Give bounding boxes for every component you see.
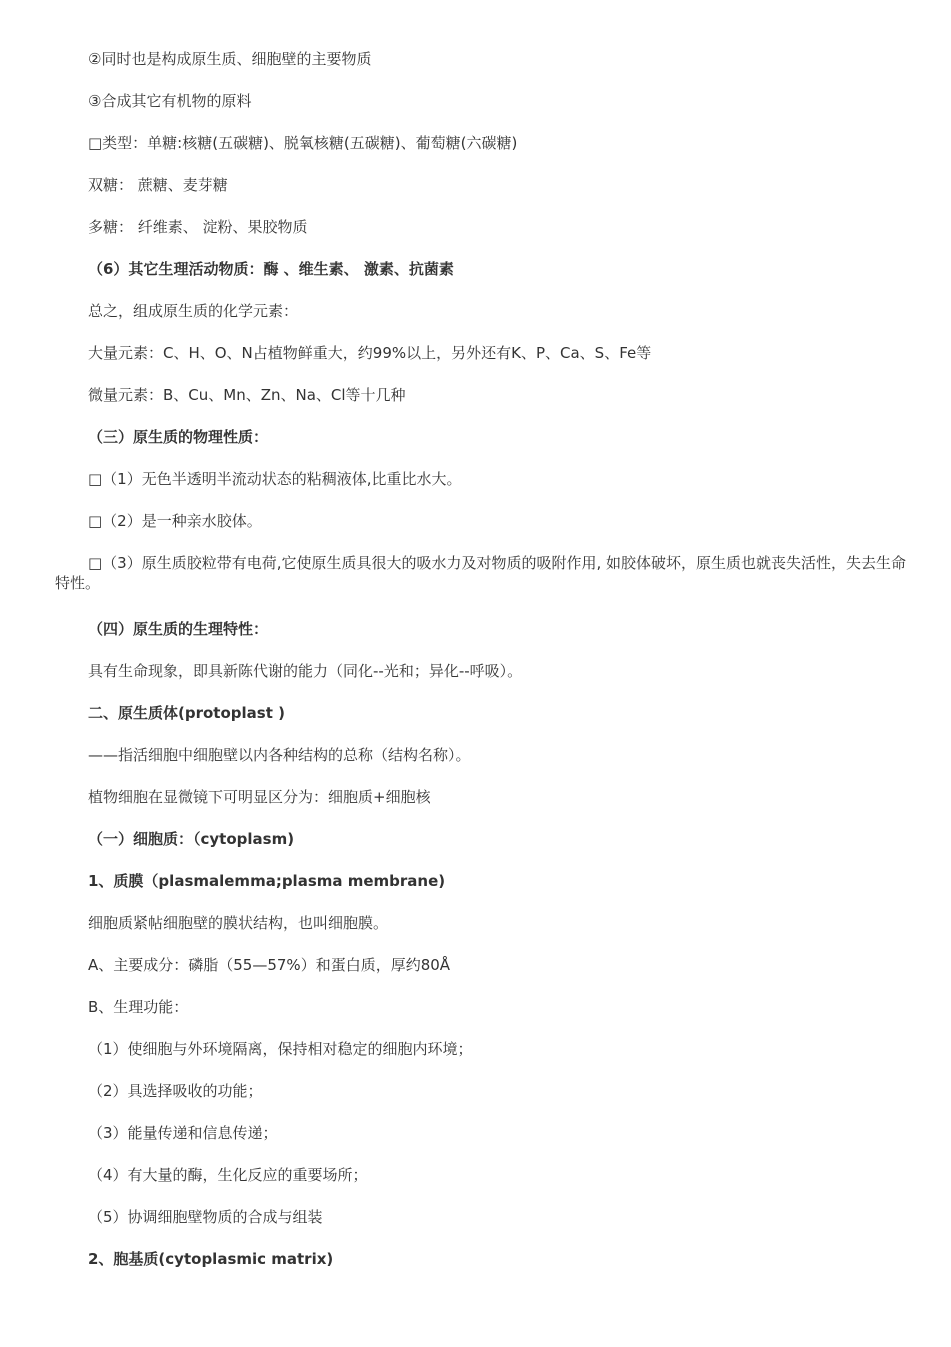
section-heading: 1、质膜（plasmalemma;plasma membrane) [88, 872, 446, 890]
paragraph: 具有生命现象，即具新陈代谢的能力（同化--光和；异化--呼吸）。 [88, 662, 523, 680]
paragraph: 微量元素：B、Cu、Mn、Zn、Na、Cl等十几种 [88, 386, 406, 404]
paragraph: 植物细胞在显微镜下可明显区分为：细胞质+细胞核 [88, 788, 431, 806]
section-heading: 2、胞基质(cytoplasmic matrix) [88, 1250, 334, 1268]
paragraph: ③合成其它有机物的原料 [88, 92, 252, 110]
paragraph: □（3）原生质胶粒带有电荷,它使原生质具很大的吸水力及对物质的吸附作用, 如胶体破坏，原生质也就丧失活性，失去生命特性。 [55, 554, 907, 592]
section-heading: （四）原生质的生理特性： [88, 620, 269, 638]
paragraph: ——指活细胞中细胞壁以内各种结构的总称（结构名称）。 [88, 746, 471, 764]
paragraph: □类型：单糖:核糖(五碳糖)、脱氧核糖(五碳糖)、葡萄糖(六碳糖) [88, 134, 518, 152]
section-heading: （三）原生质的物理性质： [88, 428, 269, 446]
paragraph: B、生理功能： [88, 998, 189, 1016]
paragraph: □（2）是一种亲水胶体。 [88, 512, 262, 530]
section-heading: （6）其它生理活动物质：酶 、维生素、 激素、抗菌素 [88, 260, 454, 278]
list-item: （1）使细胞与外环境隔离，保持相对稳定的细胞内环境； [88, 1040, 473, 1058]
list-item: （4）有大量的酶，生化反应的重要场所； [88, 1166, 368, 1184]
paragraph: ②同时也是构成原生质、细胞壁的主要物质 [88, 50, 372, 68]
paragraph: 总之，组成原生质的化学元素： [88, 302, 299, 320]
section-heading: （一）细胞质：（cytoplasm) [88, 830, 295, 848]
list-item: （2）具选择吸收的功能； [88, 1082, 263, 1100]
paragraph: 多糖： 纤维素、 淀粉、果胶物质 [88, 218, 308, 236]
paragraph: □（1）无色半透明半流动状态的粘稠液体,比重比水大。 [88, 470, 462, 488]
paragraph: 细胞质紧帖细胞壁的膜状结构，也叫细胞膜。 [88, 914, 389, 932]
paragraph: 双糖： 蔗糖、麦芽糖 [88, 176, 228, 194]
paragraph: A、主要成分：磷脂（55—57%）和蛋白质，厚约80Å [88, 956, 451, 974]
list-item: （5）协调细胞壁物质的合成与组装 [88, 1208, 323, 1226]
paragraph: 大量元素：C、H、O、N占植物鲜重大，约99%以上，另外还有K、P、Ca、S、Fe等 [88, 344, 652, 362]
section-heading: 二、原生质体(protoplast ) [88, 704, 285, 722]
list-item: （3）能量传递和信息传递； [88, 1124, 278, 1142]
